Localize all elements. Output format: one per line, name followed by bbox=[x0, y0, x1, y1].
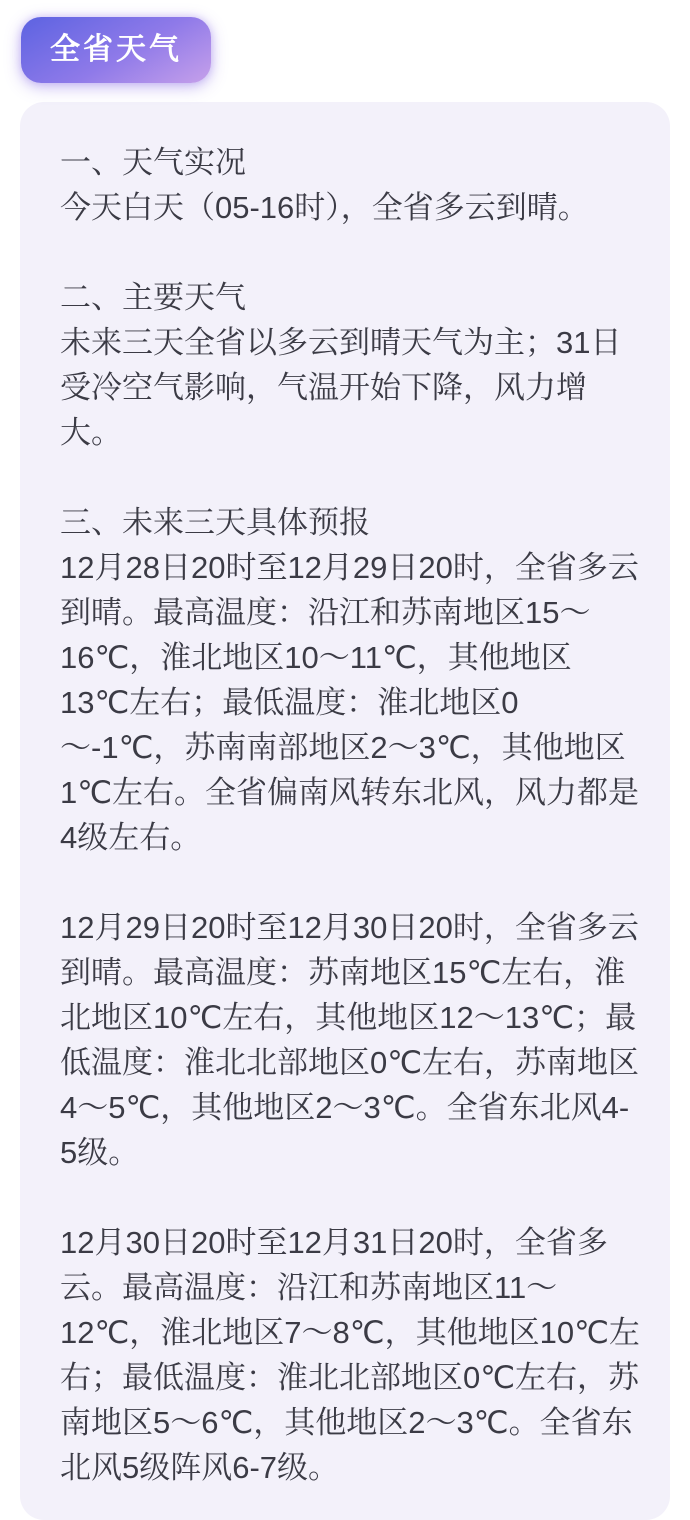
weather-report-card bbox=[20, 102, 670, 1520]
section-paragraph: 今天白天（05-16时），全省多云到晴。 bbox=[60, 190, 589, 225]
section-paragraph: 未来三天全省以多云到晴天气为主；31日受冷空气影响，气温开始下降，风力增大。 bbox=[60, 325, 622, 450]
section-heading: 三、未来三天具体预报 bbox=[60, 505, 370, 540]
section-three-day-forecast bbox=[60, 500, 640, 1490]
section-main-weather bbox=[60, 275, 640, 455]
province-weather-badge: 全省天气 bbox=[21, 17, 211, 83]
section-heading: 一、天气实况 bbox=[60, 145, 246, 180]
section-weather-actual bbox=[60, 140, 640, 230]
forecast-day2-paragraph: 12月29日20时至12月30日20时，全省多云到晴。最高温度：苏南地区15℃左右，淮北地区10℃左右，其他地区12～13℃；最低温度：淮北北部地区0℃左右，苏南地区4～5℃，其他地区2～3℃。全省东北风4-5级。 bbox=[60, 910, 640, 1170]
forecast-day1-paragraph: 12月28日20时至12月29日20时，全省多云到晴。最高温度：沿江和苏南地区15～16℃，淮北地区10～11℃，其他地区13℃左右；最低温度：淮北地区0～-1℃，苏南南部地区2～3℃，其他地区1℃左右。全省偏南风转东北风，风力都是4级左右。 bbox=[60, 550, 640, 855]
forecast-day3-paragraph: 12月30日20时至12月31日20时，全省多云。最高温度：沿江和苏南地区11～12℃，淮北地区7～8℃，其他地区10℃左右；最低温度：淮北北部地区0℃左右，苏南地区5～6℃，其他地区2～3℃。全省东北风5级阵风6-7级。 bbox=[60, 1225, 640, 1485]
section-heading: 二、主要天气 bbox=[60, 280, 246, 315]
